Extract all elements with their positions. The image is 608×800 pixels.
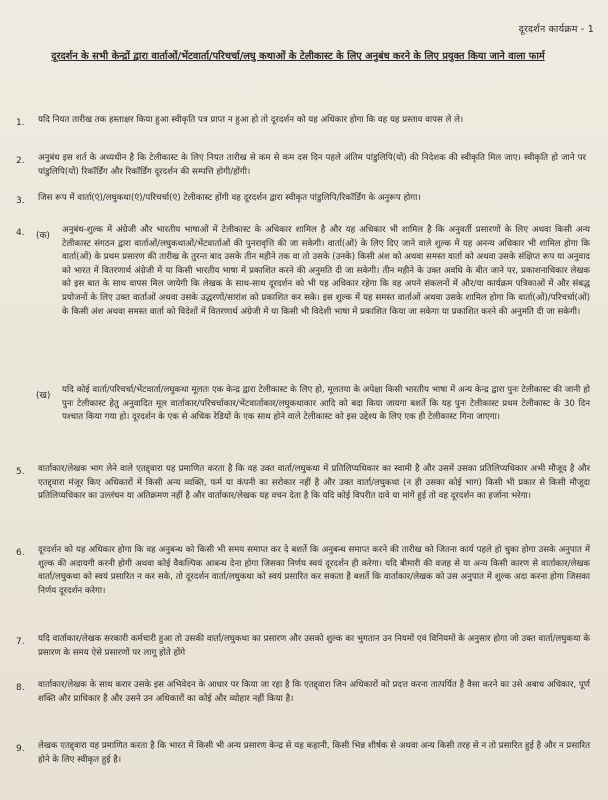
clause-number: 5. (16, 467, 25, 477)
clause-number: 1. (16, 118, 25, 128)
clause-text: जिस रूप में वार्ता(एं)/लघुकथा(एं)/परिचर्चा(एं) टेलीकास्ट होंगी वह दूरदर्शन द्वारा स्वीकृत पांडुलिपि/रिकॉर्डिंग के अनुरूप होगा। (38, 193, 421, 203)
clause-text: लेखक एतद्द्वारा यह प्रमाणित करता है कि भारत में किसी भी अन्य प्रसारण केन्द्र से यह कहानी, किसी भिन्न शीर्षक से अथवा अन्य किसी तरह से न तो प्रसारित हुई है और न प्रसारित होने के लिए स्वीकृत हुई है। (38, 741, 590, 765)
clause-text: यदि वार्ताकार/लेखक सरकारी कर्मचारी हुआ तो उसकी वार्ता/लघुकथा का प्रसारण और उसको शुल्क का भुगतान उन नियमों एवं विनियमों के अनुसार होगा जो उक्त वार्ता/लघुकथा के प्रसारण के समय ऐसे प्रसारणों पर लागू होते होंगे (38, 634, 590, 658)
clause-number: 2. (16, 156, 25, 166)
document-title: दूरदर्शन के सभी केन्द्रों द्वारा वार्ताओं/भेंटवार्ता/परिचर्चा/लघु कथाओं के टेलीकास्ट के लिए अनुबंध करने के लिए प्रयुक्त किया जाने वाला फार्म (51, 51, 545, 62)
clause-text: अनुबंध इस शर्त के अध्यधीन है कि टेलीकास्ट के लिए नियत तारीख से कम से कम दस दिन पहले अंतिम पांडुलिपि(यों) की निदेशक की स्वीकृति मिल जाए। स्वीकृति हो जाने पर पांडुलिपि(यों) रिकॉर्डिंग और रिकॉर्डिंग दूरदर्शन की सम्पत्ति होगी/होंगी। (38, 153, 586, 177)
clause-number: 9. (16, 744, 25, 754)
clause-text: दूरदर्शन को यह अधिकार होगा कि वह अनुबन्ध को किसी भी समय समाप्त कर दे बशर्ते कि अनुबन्ध समाप्त करने की तारीख को जितना कार्य पहले हो चुका होगा उसके अनुपात में शुल्क की अदायगी करनी होगी अथवा कोई वैकल्पिक आबन्ध देना होगा जिसका निर्णय स्वयं दूरदर्शन ही करेगा। यदि बीमारी की वजह से या अन्य किसी कारण से वार्ताकार/लेखक वार्ता/लघुकथा को स्वयं प्रसारित न कर सके, तो दूरदर्शन वार्ता/लघुकथा को स्वयं प्रसारित कर सकता है बशर्ते कि वार्ताकार/लेखक को उस अनुपात में शुल्क अदा करना होगा जिसका निर्णय दूरदर्शन करेगा। (38, 545, 590, 596)
subclause-marker: (क) (36, 231, 50, 241)
clause-number: 4. (16, 228, 25, 238)
clause-text: यदि कोई वार्ता/परिचर्चा/भेंटवार्ता/लघुकथा मूलतः एक केन्द्र द्वारा टेलीकास्ट के लिए हो, मूलतया के अपेक्षा किसी भारतीय भाषा में अन्य केन्द्र द्वारा पुनः टेलीकास्ट की जानी हो पुनः टेलीकास्ट हेतु अनुवादित मूल वार्ताकार/परिचर्चाकार/भेंटवार्ताकार/लघुकथाकार आदि को बदा किया जायगा बशर्ते कि यह पुनः टेलीकास्ट प्रथम टेलीकास्ट के 30 दिन पश्चात किया गया हो। दूरदर्शन के एक से अधिक रेडियों के एक साथ होने वाले टेलीकास्ट को इस उद्देश्य के लिए एक ही टेलीकास्ट गिना जाएगा। (62, 385, 590, 423)
clause-number: 7. (16, 637, 25, 647)
clause-text: वार्ताकार/लेखक भाग लेने वाले एतद्द्वारा यह प्रमाणित करता है कि वह उक्त वार्ता/लघुकथा में प्रतिलिप्यधिकार का स्वामी है और उसमें उसका प्रतिलिप्यधिकार अभी मौजूद है और एतद्द्वारा मंजूर किए अधिकारों में किसी अन्य व्यक्ति, फर्म या कंपनी का सरोकार नहीं है और उक्त वार्ता/लघुकथा (न ही उसका कोई भाग) किसी भी प्रकार से किसी मौजूदा प्रतिलिप्यधिकार का उल्लंघन या अतिक्रमण नहीं है और वार्ताकार/लेखक यह वचन देता है कि यदि कोई विपरीत दावे या मांगें हुई तो वह दूरदर्शन का हर्जाना भरेगा। (38, 464, 590, 502)
header-label: दूरदर्शन कार्यक्रम - 1 (518, 24, 594, 35)
clause-number: 3. (16, 196, 25, 206)
clause-text: यदि नियत तारीख तक हस्ताक्षर किया हुआ स्वीकृति पत्र प्राप्त न हुआ हो तो दूरदर्शन को यह अधिकार होगा कि वह यह प्रस्ताव वापस ले ले। (38, 115, 464, 125)
clause-number: 6. (16, 548, 25, 558)
subclause-marker: (ख) (36, 391, 51, 401)
clause-number: 8. (16, 683, 25, 693)
clause-text: अनुबंध-शुल्क में अंग्रेजी और भारतीय भाषाओं में टेलीकास्ट के अधिकार शामिल है और यह अधिकार भी शामिल है कि अनुवर्ती प्रसारणों के लिए अथवा किसी अन्य टेलीकास्ट संगठन द्वारा वार्ताओं/लघुकथाओं/भेंटवार्ताओं की पुनरावृत्ति की जा सकेगी। वार्ता(ओं) के लिए दिए जाने वाले शुल्क में यह अनन्य अधिकार भी शामिल होगा कि वार्ता(ओं) के प्रथम प्रसारण की तारीख के तुरन्त बाद उसके तीन महीने तक वा तो उसके (उनके) किसी अंश को अथवा समस्त वार्ता को अथवा उसके संक्षिप्त रूप या अनुवाद को भारत में वितरणार्थ अंग्रेजी में या किसी भारतीय भाषा में प्रकाशित करने की अनुमति दी जा सकेगी। तीन महीने के उक्त अवधि के बीत जाने पर, प्रकाशनाधिकार लेखक को इस बात के साथ वापस मिल जायेगी कि लेखक के साथ-साथ दूरदर्शन को भी यह अधिकार रहेगा कि वह अपने संकलनों में और/या कार्यक्रम पत्रिकाओं में और संबद्ध प्रयोजनों के लिए उक्त वार्ताओं अथवा उसके उद्धरणों/सारांश को प्रकाशित कर सके। इस शुल्क में यह समस्त वार्ताओं अथवा उसके शामिल होगा कि वार्ता(ओं)/परिचर्चा(ओं) के किसी अंश अथवा समस्त वार्ता को विदेशों में वितरणार्थ अंग्रेजी में या किसी भी विदेशी भाषा में प्रकाशित किया जा सकेगा या प्रकाशित करने की अनुमति दी जा सकेगी। (62, 225, 590, 317)
clause-text: वार्ताकार/लेखक के साथ करार उसके इस अभिवेदन के आधार पर किया जा रहा है कि एतद्द्वारा जिन अधिकारों को प्रदत्त करना तात्पर्यित है वैसा करने का उसे अबाध अधिकार, पूर्ण शक्ति और प्राधिकार है और उसने उन अधिकारों का कोई और व्योहार नहीं किया है। (38, 680, 590, 704)
